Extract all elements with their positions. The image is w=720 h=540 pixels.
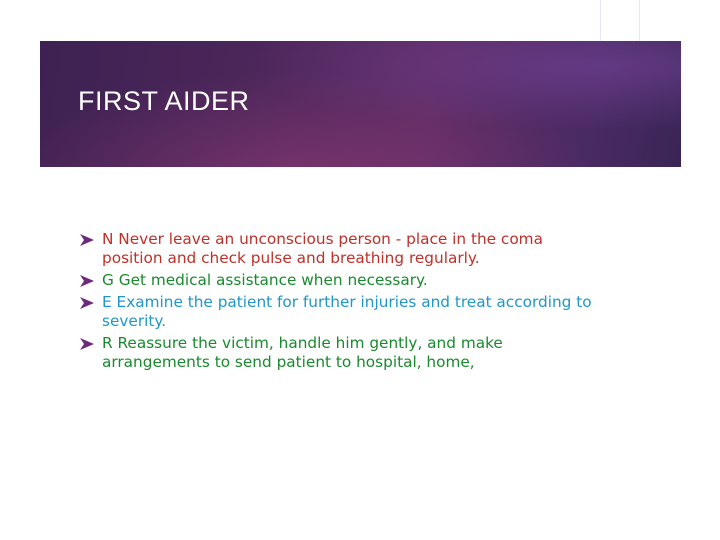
bullet-item xyxy=(80,293,600,331)
bullet-item xyxy=(80,230,600,268)
filled-diamond-arrow-icon xyxy=(80,338,94,350)
bullet-text: N Never leave an unconscious person - place in the coma position and check pulse and breathing regularly. xyxy=(102,230,543,267)
bullet-text: R Reassure the victim, handle him gently, and make arrangements to send patient to hospital, home, xyxy=(102,334,503,371)
filled-diamond-arrow-icon xyxy=(80,234,94,246)
bullet-text: G Get medical assistance when necessary. xyxy=(102,271,428,289)
filled-diamond-arrow-icon xyxy=(80,297,94,309)
slide-title: FIRST AIDER xyxy=(78,86,250,116)
bullet-text: E Examine the patient for further injuries and treat according to severity. xyxy=(102,293,592,330)
bullet-item xyxy=(80,334,600,372)
bullet-item xyxy=(80,271,600,290)
bullet-list xyxy=(80,230,600,375)
title-band xyxy=(40,41,681,167)
filled-diamond-arrow-icon xyxy=(80,275,94,287)
